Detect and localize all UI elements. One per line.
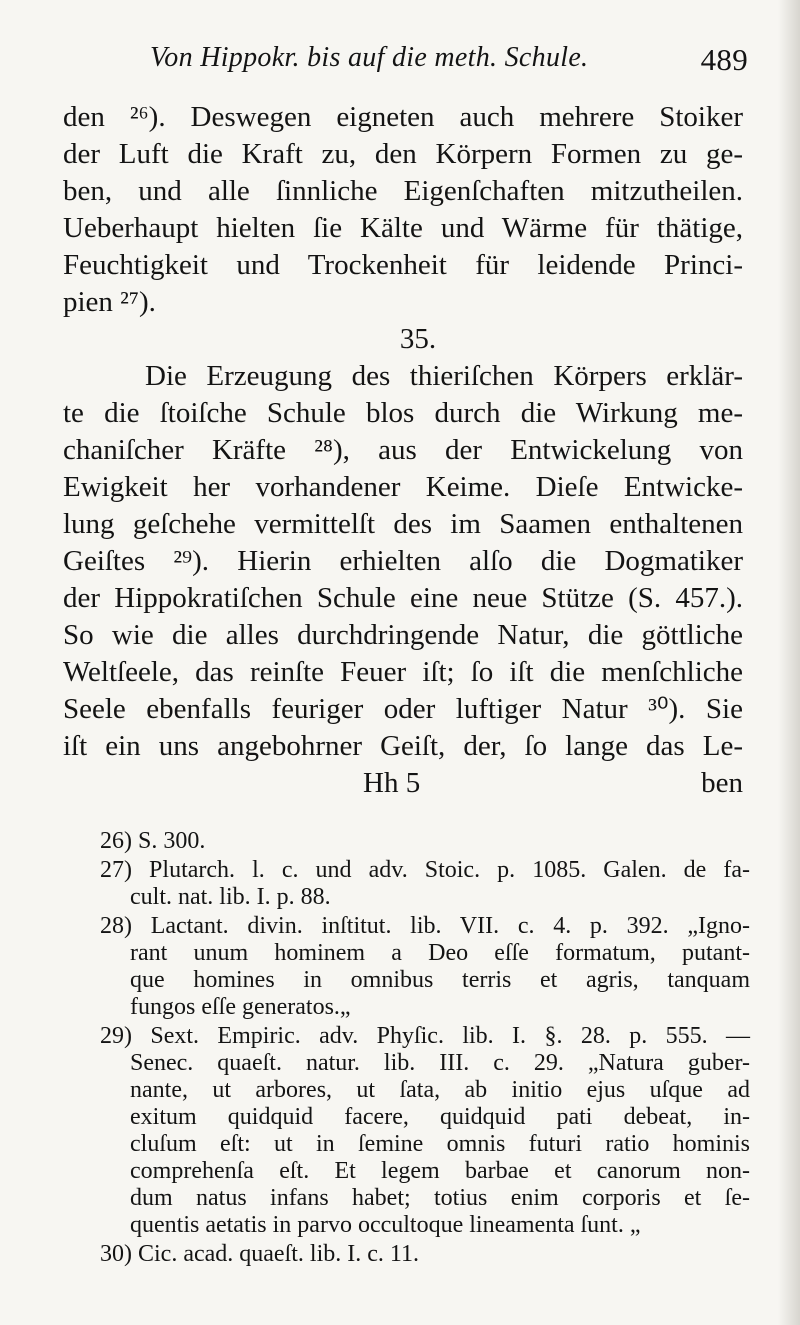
footnote-line: Senec. quaeſt. natur. lib. III. c. 29. „Natura guber- xyxy=(130,1050,750,1076)
footnote-line: 29) Sext. Empiric. adv. Phyſic. lib. I. §. 28. p. 555. — xyxy=(100,1023,750,1049)
text-line: ben, und alle ſinnliche Eigenſchaften mitzutheilen. xyxy=(63,175,743,207)
footnote-line: cult. nat. lib. I. p. 88. xyxy=(130,884,331,910)
footnote-line: dum natus infans habet; totius enim corporis et ſe- xyxy=(130,1185,750,1211)
running-title: Von Hippokr. bis auf die meth. Schule. xyxy=(150,42,589,73)
footnote xyxy=(100,913,750,1021)
section-number: 35. xyxy=(399,323,437,355)
text-line: Weltſeele, das reinſte Feuer iſt; ſo iſt die menſchliche xyxy=(63,656,743,688)
footnote-line: exitum quidquid facere, quidquid pati debeat, in- xyxy=(130,1104,750,1130)
footnote-line: quentis aetatis in parvo occultoque lineamenta ſunt. „ xyxy=(130,1212,641,1238)
footnote xyxy=(100,828,750,855)
footnote-line: fungos eſſe generatos.„ xyxy=(130,994,351,1020)
text-line: Ewigkeit her vorhandener Keime. Dieſe Entwicke- xyxy=(63,471,743,503)
footnote-line: nante, ut arbores, ut ſata, ab initio ejus uſque ad xyxy=(130,1077,750,1103)
footnote xyxy=(100,857,750,911)
text-line: te die ſtoiſche Schule blos durch die Wirkung me- xyxy=(63,397,743,429)
running-header xyxy=(150,42,760,77)
footnote-line: que homines in omnibus terris et agris, tanquam xyxy=(130,967,750,993)
text-line: chaniſcher Kräfte ²⁸), aus der Entwickelung von xyxy=(63,434,743,466)
footnote-line: 27) Plutarch. l. c. und adv. Stoic. p. 1085. Galen. de fa- xyxy=(100,857,750,883)
text-line: So wie die alles durchdringende Natur, die göttliche xyxy=(63,619,743,651)
text-line: lung geſchehe vermittelſt des im Saamen enthaltenen xyxy=(63,508,743,540)
footnote-line: cluſum eſt: ut in ſemine omnis futuri ratio hominis xyxy=(130,1131,750,1157)
text-line: Ueberhaupt hielten ſie Kälte und Wärme für thätige, xyxy=(63,212,743,244)
signature-line xyxy=(63,765,743,802)
text-line: den ²⁶). Deswegen eigneten auch mehrere Stoiker xyxy=(63,101,743,133)
text-line: der Hippokratiſchen Schule eine neue Stütze (S. 457.). xyxy=(63,582,743,614)
text-line: Seele ebenfalls feuriger oder luftiger Natur ³⁰). Sie xyxy=(63,693,743,725)
text-line: Feuchtigkeit und Trockenheit für leidende Princi- xyxy=(63,249,743,281)
footnote-line: 30) Cic. acad. quaeſt. lib. I. c. 11. xyxy=(100,1241,420,1267)
text-line: Die Erzeugung des thieriſchen Körpers erklär- xyxy=(145,360,743,392)
signature-mark: Hh 5 xyxy=(363,767,421,799)
catchword: ben xyxy=(701,767,743,799)
footnote xyxy=(100,1023,750,1239)
page-number: 489 xyxy=(700,42,748,77)
text-line: der Luft die Kraft zu, den Körpern Formen zu ge- xyxy=(63,138,743,170)
footnote xyxy=(100,1241,750,1268)
text-line: iſt ein uns angebohrner Geiſt, der, ſo lange das Le- xyxy=(63,730,743,762)
footnotes xyxy=(100,828,750,1270)
text-line: Geiſtes ²⁹). Hierin erhielten alſo die Dogmatiker xyxy=(63,545,743,577)
footnote-line: 28) Lactant. divin. inſtitut. lib. VII. c. 4. p. 392. „Igno- xyxy=(100,913,750,939)
footnote-line: comprehenſa eſt. Et legem barbae et canorum non- xyxy=(130,1158,750,1184)
page-edge-shadow xyxy=(778,0,800,1325)
footnote-line: rant unum hominem a Deo eſſe formatum, putant- xyxy=(130,940,750,966)
text-line: pien ²⁷). xyxy=(63,286,156,318)
main-text xyxy=(63,99,743,802)
footnote-line: 26) S. 300. xyxy=(100,828,206,854)
